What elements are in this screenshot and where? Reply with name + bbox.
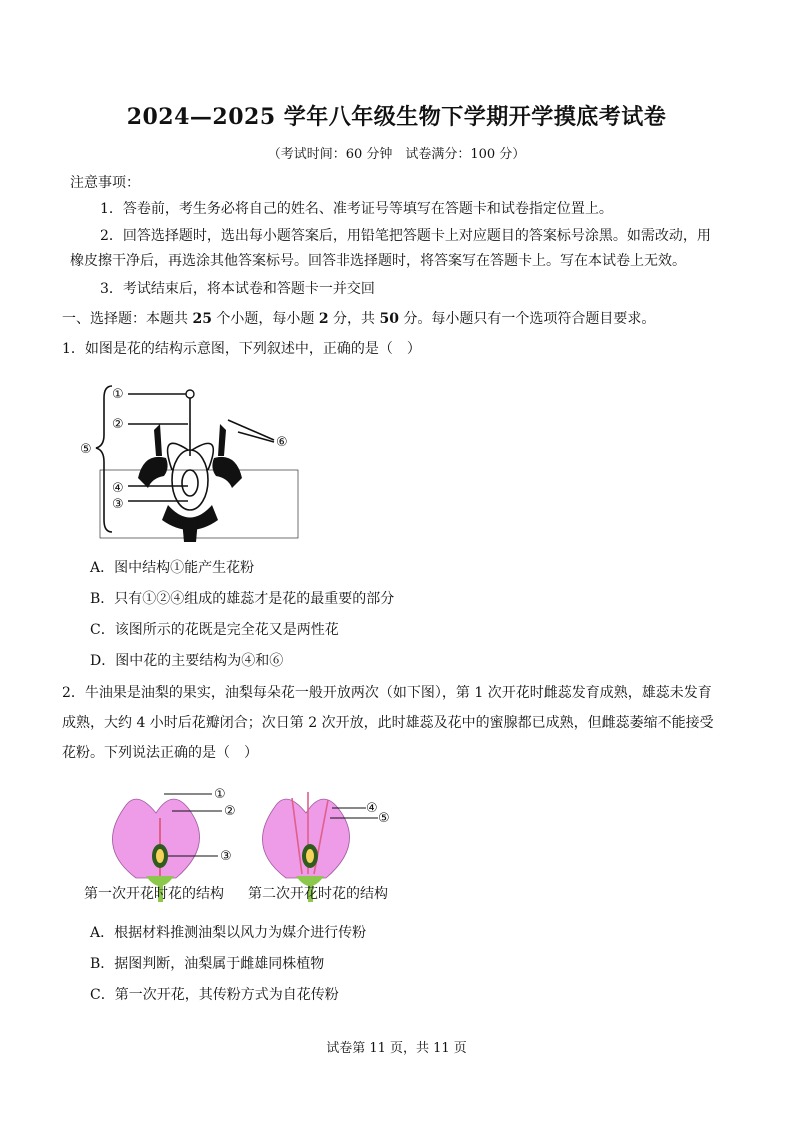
ovary — [172, 450, 208, 510]
q1-option-d[interactable]: D．图中花的主要结构为④和⑥ — [90, 653, 284, 669]
section-each: 2 — [318, 311, 329, 327]
fig-label-4: ④ — [366, 801, 378, 816]
section-text-1: 一、选择题：本题共 — [62, 311, 193, 327]
anther-left — [154, 424, 162, 456]
anther-right — [218, 424, 226, 456]
stamen-left — [138, 457, 168, 488]
note-item-3: 3．考试结束后，将本试卷和答题卡一并交回 — [100, 281, 375, 297]
note-item-2-line-2: 橡皮擦干净后，再选涂其他答案标号。回答非选择题时，将答案写在答题卡上。写在本试卷上无效。 — [70, 253, 686, 269]
section-total: 50 — [379, 311, 399, 327]
q1-flower-diagram — [78, 380, 308, 545]
page-title: 2024—2025 学年八年级生物下学期开学摸底考试卷 — [126, 104, 667, 130]
label-4: ④ — [112, 481, 124, 496]
fig-label-2: ② — [224, 804, 236, 819]
pointer-6a — [228, 420, 274, 440]
ovule — [182, 470, 198, 496]
q2-option-a[interactable]: A．根据材料推测油梨以风力为媒介进行传粉 — [90, 925, 367, 941]
q1-option-c[interactable]: C．该图所示的花既是完全花又是两性花 — [90, 622, 339, 638]
note-item-1: 1．答卷前，考生务必将自己的姓名、准考证号等填写在答题卡和试卷指定位置上。 — [100, 201, 613, 217]
stamen-right — [212, 457, 242, 488]
label-1: ① — [112, 387, 124, 402]
notes-heading: 注意事项： — [70, 175, 140, 191]
caption-second-bloom: 第二次开花时花的结构 — [248, 886, 388, 902]
label-3: ③ — [112, 497, 124, 512]
label-2: ② — [112, 417, 124, 432]
label-5: ⑤ — [80, 442, 92, 457]
q2-stem-line-3: 花粉。下列说法正确的是（ ） — [62, 745, 258, 761]
stem — [182, 520, 198, 542]
q1-stem: 1．如图是花的结构示意图，下列叙述中，正确的是（ ） — [62, 341, 421, 357]
stigma — [186, 390, 194, 398]
petal-right — [192, 443, 213, 470]
section-text-4: 分。每小题只有一个选项符合题目要求。 — [398, 311, 656, 327]
q2-option-c[interactable]: C．第一次开花，其传粉方式为自花传粉 — [90, 987, 339, 1003]
flower1-ovule — [156, 849, 164, 863]
section-heading — [62, 309, 655, 329]
section-text-3: 分，共 — [328, 311, 380, 327]
q2-option-b[interactable]: B．据图判断，油梨属于雌雄同株植物 — [90, 956, 325, 972]
q1-option-b[interactable]: B．只有①②④组成的雄蕊才是花的最重要的部分 — [90, 591, 395, 607]
q2-stem-line-1: 2．牛油果是油梨的果实，油梨每朵花一般开放两次（如下图），第 1 次开花时雌蕊发育成熟，雄蕊未发育 — [62, 685, 712, 701]
note-item-2-line-1: 2．回答选择题时，选出每小题答案后，用铅笔把答题卡上对应题目的答案标号涂黑。如需改动，用 — [100, 228, 711, 244]
caption-first-bloom: 第一次开花时花的结构 — [84, 886, 224, 902]
section-text-2: 个小题，每小题 — [211, 311, 319, 327]
bracket-line — [96, 386, 112, 532]
label-6: ⑥ — [276, 435, 288, 450]
page-footer: 试卷第 11 页，共 11 页 — [326, 1041, 467, 1056]
fig-label-3: ③ — [220, 849, 232, 864]
fig-label-5: ⑤ — [378, 811, 390, 826]
fig-label-1: ① — [214, 787, 226, 802]
q1-option-a[interactable]: A．图中结构①能产生花粉 — [90, 560, 255, 576]
q2-stem-line-2: 成熟，大约 4 小时后花瓣闭合；次日第 2 次开放，此时雄蕊及花中的蜜腺都已成熟，但雌蕊萎缩不能接受 — [62, 715, 714, 731]
page-subtitle: （考试时间：60 分钟 试卷满分：100 分） — [267, 147, 526, 162]
flower2-ovule — [306, 849, 314, 863]
section-count: 25 — [192, 311, 212, 327]
